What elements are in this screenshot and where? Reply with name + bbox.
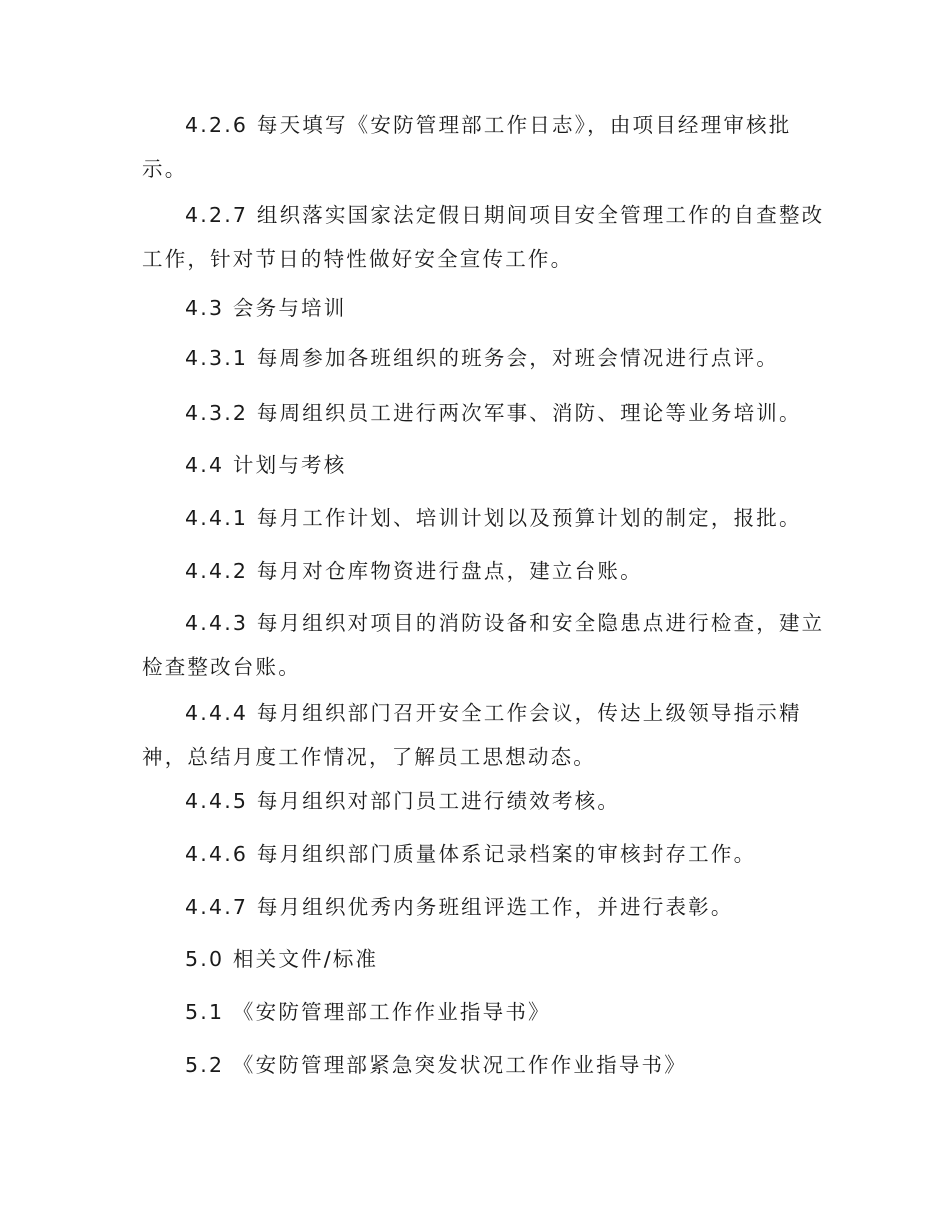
paragraph-4-4-4 xyxy=(142,691,802,779)
paragraph-line: 5.2 《安防管理部紧急突发状况工作作业指导书》 xyxy=(185,1053,687,1077)
paragraph-line: 神，总结月度工作情况，了解员工思想动态。 xyxy=(142,745,596,769)
paragraph-line: 5.0 相关文件/标准 xyxy=(185,947,379,971)
paragraph-line: 4.3.1 每周参加各班组织的班务会，对班会情况进行点评。 xyxy=(185,346,779,370)
paragraph-line: 4.2.6 每天填写《安防管理部工作日志》，由项目经理审核批 xyxy=(185,113,792,137)
section-heading-4-3 xyxy=(142,286,802,330)
paragraph-4-2-7 xyxy=(142,193,825,281)
paragraph-4-2-6 xyxy=(142,103,802,191)
paragraph-line: 4.3.2 每周组织员工进行两次军事、消防、理论等业务培训。 xyxy=(185,401,802,425)
paragraph-line: 工作，针对节日的特性做好安全宣传工作。 xyxy=(142,247,574,271)
paragraph-4-4-5 xyxy=(142,779,802,823)
paragraph-line: 示。 xyxy=(142,157,188,181)
paragraph-5-1 xyxy=(142,990,802,1034)
paragraph-line: 4.4.7 每月组织优秀内务班组评选工作，并进行表彰。 xyxy=(185,895,734,919)
paragraph-line: 5.1 《安防管理部工作作业指导书》 xyxy=(185,1000,551,1024)
paragraph-line: 4.4 计划与考核 xyxy=(185,453,347,477)
paragraph-4-3-1 xyxy=(142,336,802,380)
paragraph-4-4-1 xyxy=(142,496,802,540)
paragraph-line: 4.4.4 每月组织部门召开安全工作会议，传达上级领导指示精 xyxy=(185,701,802,725)
paragraph-line: 4.4.6 每月组织部门质量体系记录档案的审核封存工作。 xyxy=(185,842,757,866)
section-heading-5-0 xyxy=(142,937,802,981)
paragraph-4-4-7 xyxy=(142,885,802,929)
paragraph-line: 4.4.2 每月对仓库物资进行盘点，建立台账。 xyxy=(185,559,643,583)
paragraph-line: 4.2.7 组织落实国家法定假日期间项目安全管理工作的自查整改 xyxy=(185,203,825,227)
paragraph-line: 4.4.3 每月组织对项目的消防设备和安全隐患点进行检查，建立 xyxy=(185,611,825,635)
paragraph-line: 4.3 会务与培训 xyxy=(185,296,347,320)
paragraph-5-2 xyxy=(142,1043,802,1087)
section-heading-4-4 xyxy=(142,443,802,487)
paragraph-4-3-2 xyxy=(142,391,802,435)
paragraph-line: 4.4.5 每月组织对部门员工进行绩效考核。 xyxy=(185,789,621,813)
paragraph-4-4-6 xyxy=(142,832,802,876)
paragraph-line: 4.4.1 每月工作计划、培训计划以及预算计划的制定，报批。 xyxy=(185,506,802,530)
paragraph-4-4-2 xyxy=(142,549,802,593)
paragraph-line: 检查整改台账。 xyxy=(142,655,301,679)
paragraph-4-4-3 xyxy=(142,601,825,689)
